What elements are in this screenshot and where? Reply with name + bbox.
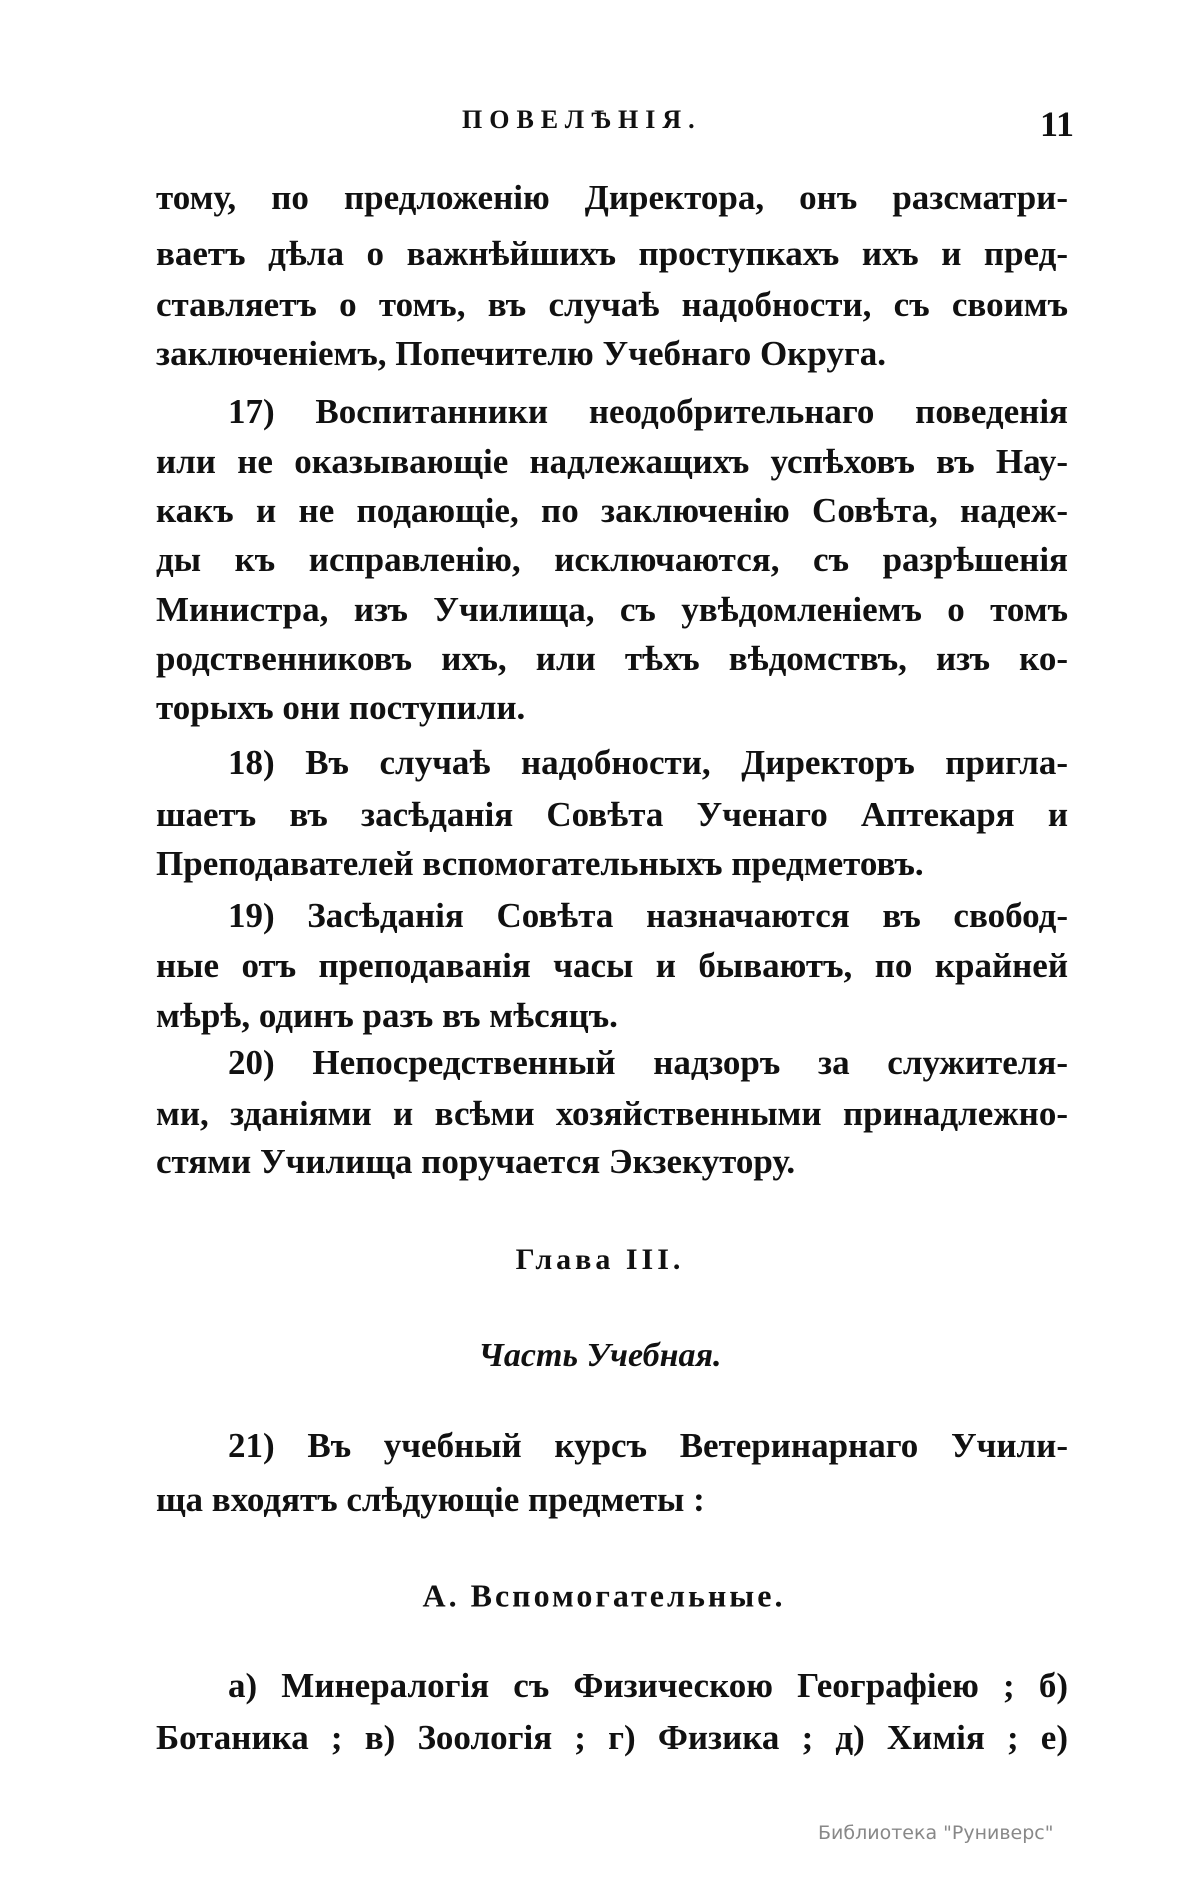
text-line: мѣрѣ, одинъ разъ въ мѣсяцъ. <box>156 996 618 1035</box>
text-line: Министра, изъ Училища, съ увѣдомленіемъ о томъ <box>156 590 1068 629</box>
page-number: 11 <box>1040 104 1075 144</box>
text-line: 17) Воспитанники неодобрительнаго поведенія <box>228 392 1068 431</box>
text-line: ды къ исправленію, исключаются, съ разрѣшенія <box>156 540 1068 579</box>
section-title: А. Вспомогательные. <box>422 1577 786 1614</box>
chapter-title: Глава III. <box>515 1243 685 1276</box>
text-line: ваетъ дѣла о важнѣйшихъ проступкахъ ихъ и пред- <box>156 234 1068 273</box>
text-line: тому, по предложенію Директора, онъ разсматри- <box>156 178 1068 217</box>
text-line: ми, зданіями и всѣми хозяйственными принадлежно- <box>156 1094 1068 1133</box>
text-line: 21) Въ учебный курсъ Ветеринарнаго Учили- <box>228 1426 1068 1465</box>
text-line: стями Училища поручается Экзекутору. <box>156 1142 796 1181</box>
text-line: или не оказывающіе надлежащихъ успѣховъ въ Нау- <box>156 442 1068 481</box>
text-line: ставляетъ о томъ, въ случаѣ надобности, съ своимъ <box>156 285 1068 324</box>
text-line: торыхъ они поступили. <box>156 688 526 727</box>
text-line: 18) Въ случаѣ надобности, Директоръ пригла- <box>228 743 1068 782</box>
text-line: ща входятъ слѣдующіе предметы : <box>156 1480 705 1519</box>
text-line: Ботаника ; в) Зоологія ; г) Физика ; д) Химія ; е) <box>156 1718 1068 1757</box>
chapter-subtitle: Часть Учебная. <box>478 1337 722 1374</box>
running-title: ПОВЕЛѢНІЯ. <box>462 105 702 134</box>
text-line: родственниковъ ихъ, или тѣхъ вѣдомствъ, изъ ко- <box>156 639 1068 678</box>
text-line: заключеніемъ, Попечителю Учебнаго Округа. <box>156 334 886 373</box>
text-line: ные отъ преподаванія часы и бываютъ, по крайней <box>156 946 1068 985</box>
text-line: какъ и не подающіе, по заключенію Совѣта, надеж- <box>156 491 1068 530</box>
watermark: Библиотека "Руниверс" <box>818 1822 1054 1844</box>
text-line: 20) Непосредственный надзоръ за служителя- <box>228 1043 1068 1082</box>
text-line: 19) Засѣданія Совѣта назначаются въ свобод- <box>228 896 1068 935</box>
text-line: а) Минералогія съ Физическою Географіею ; б) <box>228 1666 1068 1705</box>
text-line: шаетъ въ засѣданія Совѣта Ученаго Аптекаря и <box>156 795 1068 834</box>
text-line: Преподавателей вспомогательныхъ предметовъ. <box>156 844 924 883</box>
